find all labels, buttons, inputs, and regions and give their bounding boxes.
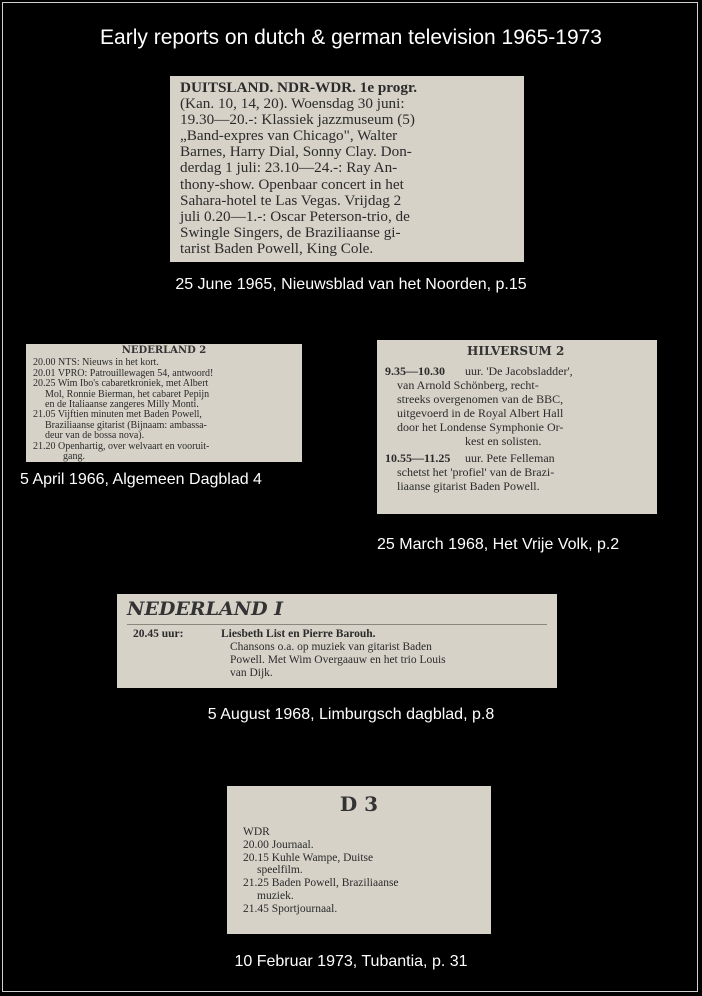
clip-line: en de Italiaanse zangeres Milly Monti.: [45, 399, 199, 411]
clip-line: Barnes, Harry Dial, Sonny Clay. Don-: [180, 143, 412, 161]
clip-line: muziek.: [257, 889, 294, 902]
clip-line: Sahara-hotel te Las Vegas. Vrijdag 2: [180, 191, 402, 209]
clip-divider: [127, 624, 547, 625]
clip-line: thony-show. Openbaar concert in het: [180, 175, 404, 193]
clip-line: 21.25 Baden Powell, Braziliaanse: [243, 877, 399, 890]
clip-line: van Dijk.: [230, 667, 273, 679]
clip-line: speelfilm.: [257, 864, 303, 877]
clip-line: gang.: [63, 451, 85, 462]
clip-line: „Band-expres van Chicago", Walter: [180, 127, 398, 145]
clip-line: kest en solisten.: [465, 434, 542, 448]
clip-line: (Kan. 10, 14, 20). Woensdag 30 juni:: [180, 95, 405, 113]
clip-line: door het Londense Symphonie Or-: [397, 420, 564, 434]
clip-line: liaanse gitarist Baden Powell.: [397, 479, 540, 493]
clip-line: schetst het 'profiel' van de Brazi-: [397, 465, 555, 479]
clip-line: 10.55—11.25 uur. Pete Felleman: [385, 451, 555, 465]
clip-line: uitgevoerd in de Royal Albert Hall: [397, 406, 564, 420]
clipping-limburgsch-dagblad-1968: [117, 594, 557, 688]
clip-line: deur van de bossa nova).: [45, 430, 145, 442]
clipping-het-vrije-volk-1968: [377, 340, 657, 514]
clip-line: Mol, Ronnie Bierman, het cabaret Pepijn: [45, 388, 210, 400]
clip-line: 19.30—20.-: Klassiek jazzmuseum (5): [180, 111, 415, 129]
clip-line: 20.00 Journaal.: [243, 838, 314, 851]
clip-header: NEDERLAND 2: [121, 345, 207, 356]
clipping-nieuwsblad-1965: [170, 76, 524, 262]
clip-line: 20.01 VPRO: Patrouillewagen 54, antwoord!: [33, 367, 214, 379]
clip-header: HILVERSUM 2: [467, 344, 565, 358]
clip-line: 20.00 NTS: Nieuws in het kort.: [33, 357, 159, 369]
clip-line: 9.35—10.30 uur. 'De Jacobsladder',: [385, 364, 573, 378]
entry-time: 20.45 uur:: [133, 628, 184, 640]
clip-line: van Arnold Schönberg, recht-: [397, 378, 539, 392]
clip-line: Chansons o.a. op muziek van gitarist Baden: [230, 641, 432, 653]
entry-time: 9.35—10.30: [385, 364, 445, 378]
clip-line: Powell. Met Wim Overgaauw en het trio Louis: [230, 654, 446, 666]
clip-line: WDR: [243, 826, 270, 838]
caption-clip-3: 25 March 1968, Het Vrije Volk, p.2: [377, 536, 620, 553]
clip-line: derdag 1 juli: 23.10—24.-: Ray An-: [180, 159, 398, 177]
caption-clip-5: 10 Februar 1973, Tubantia, p. 31: [234, 953, 468, 970]
page-title: Early reports on dutch & german television 1965-1973: [100, 26, 602, 49]
clipping-algemeen-dagblad-1966: [26, 344, 302, 462]
clip-header: D 3: [339, 792, 379, 816]
caption-clip-4: 5 August 1968, Limburgsch dagblad, p.8: [207, 706, 495, 723]
clip-line: 20.25 Wim Ibo's cabaretkroniek, met Albert: [33, 378, 209, 390]
clip-line: DUITSLAND. NDR-WDR. 1e progr.: [180, 79, 418, 96]
clip-line: 21.20 Openhartig, over welvaart en vooruit-: [33, 440, 210, 452]
clip-line: 21.05 Vijftien minuten met Baden Powell,: [33, 409, 202, 421]
caption-clip-1: 25 June 1965, Nieuwsblad van het Noorden, p.15: [175, 276, 527, 293]
clipping-tubantia-1973: [227, 786, 491, 934]
caption-clip-2: 5 April 1966, Algemeen Dagblad 4: [20, 471, 262, 488]
clip-line: tarist Baden Powell, King Cole.: [180, 239, 374, 257]
clip-line: Swingle Singers, de Braziliaanse gi-: [180, 223, 401, 241]
entry-time: 10.55—11.25: [385, 451, 451, 465]
clip-line: streeks overgenomen van de BBC,: [397, 392, 564, 406]
clip-line: 21.45 Sportjournaal.: [243, 902, 338, 915]
clip-line: juli 0.20—1.-: Oscar Peterson-trio, de: [180, 207, 410, 225]
clip-line: 20.45 uur: Liesbeth List en Pierre Barouh.: [127, 628, 547, 641]
clip-header: NEDERLAND I: [127, 598, 284, 620]
clip-line: Braziliaanse gitarist (Bijnaam: ambassa-: [45, 419, 207, 431]
clip-line: 20.15 Kuhle Wampe, Duitse: [243, 851, 374, 864]
